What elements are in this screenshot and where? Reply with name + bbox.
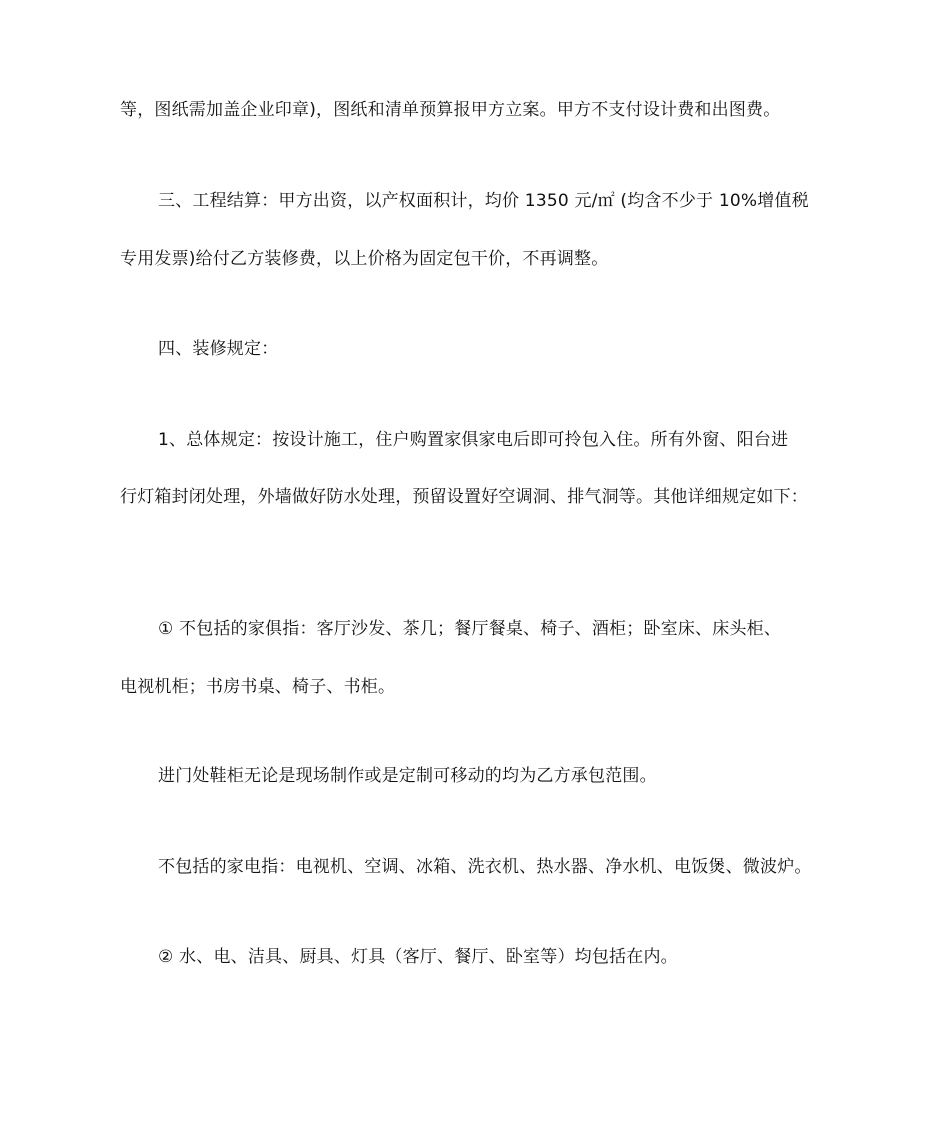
general-rules-line-2: 行灯箱封闭处理，外墙做好防水处理，预留设置好空调洞、排气洞等。其他详细规定如下： (120, 487, 808, 507)
appliance-exclusion-line: 不包括的家电指：电视机、空调、冰箱、洗衣机、热水器、净水机、电饭煲、微波炉。 (158, 857, 812, 877)
section-three-line-2: 专用发票)给付乙方装修费，以上价格为固定包干价，不再调整。 (120, 249, 609, 269)
furniture-exclusion-line-2: 电视机柜；书房书桌、椅子、书柜。 (120, 677, 396, 697)
included-items-line: ② 水、电、洁具、厨具、灯具（客厅、餐厅、卧室等）均包括在内。 (158, 947, 678, 967)
paragraph-line-1: 等，图纸需加盖企业印章)，图纸和清单预算报甲方立案。甲方不支付设计费和出图费。 (120, 100, 781, 120)
section-three-line-1: 三、工程结算：甲方出资，以产权面积计，均价 1350 元/㎡ (均含不少于 10%增值税 (158, 191, 809, 211)
section-four-heading: 四、装修规定： (158, 339, 279, 359)
general-rules-line-1: 1、总体规定：按设计施工，住户购置家俱家电后即可拎包入住。所有外窗、阳台进 (158, 430, 789, 450)
shoe-cabinet-note: 进门处鞋柜无论是现场制作或是定制可移动的均为乙方承包范围。 (158, 766, 657, 786)
furniture-exclusion-line-1: ① 不包括的家俱指：客厅沙发、茶几；餐厅餐桌、椅子、酒柜；卧室床、床头柜、 (158, 619, 782, 639)
